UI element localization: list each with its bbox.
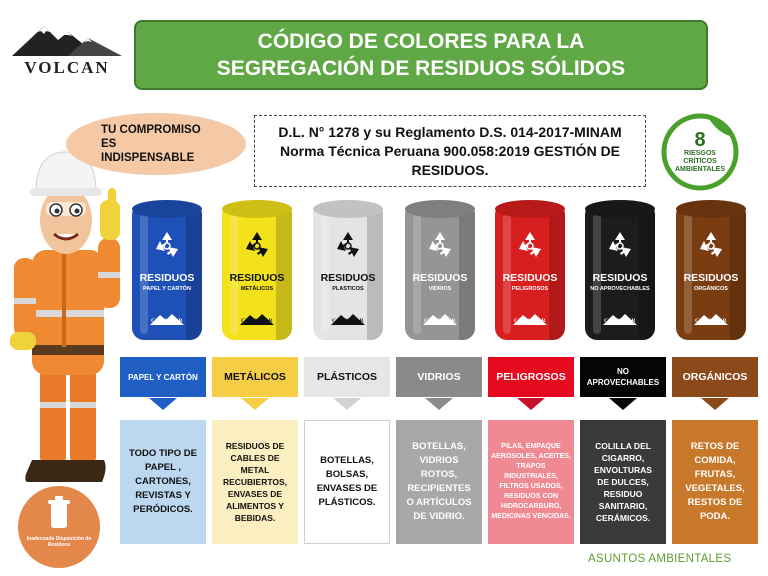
- waste-bin: [495, 200, 565, 345]
- description-text: RETOS DE COMIDA, FRUTAS, VEGETALES, RESTOS DE PODA.: [685, 441, 745, 522]
- description-text: COLILLA DEL CIGARRO, ENVOLTURAS DE DULCES, RESIDUO SANITARIO, CERÁMICOS.: [594, 441, 652, 523]
- down-arrow-icon: [701, 398, 729, 410]
- decree-text: D.L. N° 1278 y su Reglamento D.S. 014-2017-MINAM Norma Técnica Peruana 900.058:2019 GESTIÓN DE RESIDUOS.: [278, 123, 622, 178]
- bin-title: RESIDUOS: [683, 272, 739, 284]
- waste-bin: [132, 200, 202, 345]
- description-text: BOTELLAS, VIDRIOS ROTOS, RECIPIENTES O ARTÍCULOS DE VIDRIO.: [406, 441, 472, 522]
- bin-title: RESIDUOS: [139, 272, 195, 284]
- category-header: [672, 357, 758, 397]
- title-banner: [134, 20, 708, 90]
- bin-title: RESIDUOS: [320, 272, 376, 284]
- waste-bin: [222, 200, 292, 345]
- description-text: PILAS, EMPAQUE AEROSOLES, ACEITES, TRAPOS INDUSTRIALES, FILTROS USADOS, RESIDUOS CON HIDROCARBURO, MEDICINAS VENCIDAS.: [491, 443, 571, 520]
- category-header: [488, 357, 574, 397]
- recycle-icon: [334, 230, 362, 258]
- decree-box: [254, 115, 646, 187]
- bin-title: RESIDUOS: [592, 272, 648, 284]
- logo-text: VOLCAN: [24, 58, 110, 77]
- bin-brand: CHUNGAR: [424, 318, 456, 324]
- footer-text: ASUNTOS AMBIENTALES: [588, 553, 732, 565]
- category-description: [212, 420, 298, 544]
- bin-brand: CHUNGAR: [332, 318, 364, 324]
- waste-bin: [313, 200, 383, 345]
- bin-title: RESIDUOS: [412, 272, 468, 284]
- category-header: [304, 357, 390, 397]
- category-description: [120, 420, 206, 544]
- speech-bubble: [66, 113, 246, 175]
- category-header: [212, 357, 298, 397]
- category-label: METÁLICOS: [224, 371, 286, 383]
- down-arrow-icon: [149, 398, 177, 410]
- bin-subtitle: PAPEL Y CARTÓN: [143, 286, 191, 292]
- bin-brand: CHUNGAR: [604, 318, 636, 324]
- category-description: [304, 420, 390, 544]
- mountain-logo-icon: [8, 20, 126, 60]
- description-text: TODO TIPO DE PAPEL , CARTONES, REVISTAS Y PERÓDICOS.: [129, 448, 197, 515]
- down-arrow-icon: [425, 398, 453, 410]
- category-description: [488, 420, 574, 544]
- category-label: PLÁSTICOS: [316, 371, 378, 383]
- bin-subtitle: PLASTICOS: [332, 286, 364, 292]
- bin-brand: CHUNGAR: [514, 318, 546, 324]
- risk-badge: [660, 112, 740, 192]
- category-label: PAPEL Y CARTÓN: [128, 372, 198, 382]
- bin-subtitle: METÁLICOS: [240, 286, 274, 292]
- recycle-icon: [243, 230, 271, 258]
- risk-label: RIESGOS CRÍTICOS AMBIENTALES: [674, 150, 726, 173]
- waste-bin-icon: [18, 486, 100, 568]
- risk-number: 8: [694, 129, 706, 151]
- category-description: [396, 420, 482, 544]
- bin-brand: CHUNGAR: [695, 318, 727, 324]
- bin-title: RESIDUOS: [229, 272, 285, 284]
- bin-subtitle: VIDRIOS: [428, 286, 452, 292]
- bin-subtitle: ORGÁNICOS: [694, 286, 728, 292]
- category-header: [580, 357, 666, 397]
- recycle-icon: [516, 230, 544, 258]
- disposal-badge-text: Inadecuada Disposición de Residuos: [26, 536, 92, 548]
- down-arrow-icon: [517, 398, 545, 410]
- bin-subtitle: PELIGROSOS: [511, 286, 549, 292]
- category-header: [120, 357, 206, 397]
- page-title: CÓDIGO DE COLORES PARA LA SEGREGACIÓN DE RESIDUOS SÓLIDOS: [216, 30, 626, 80]
- down-arrow-icon: [333, 398, 361, 410]
- waste-bin: [676, 200, 746, 345]
- waste-bin: [405, 200, 475, 345]
- waste-bin: [585, 200, 655, 345]
- category-header: [396, 357, 482, 397]
- recycle-icon: [606, 230, 634, 258]
- disposal-badge: [18, 486, 100, 568]
- category-description: [672, 420, 758, 544]
- recycle-icon: [426, 230, 454, 258]
- bubble-text: TU COMPROMISO ES INDISPENSABLE: [101, 124, 201, 164]
- volcan-logo: [8, 20, 126, 76]
- category-label: ORGÁNICOS: [682, 371, 748, 383]
- category-label: NO APROVECHABLES: [586, 367, 660, 387]
- down-arrow-icon: [609, 398, 637, 410]
- recycle-icon: [697, 230, 725, 258]
- bin-title: RESIDUOS: [502, 272, 558, 284]
- description-text: RESIDUOS DE CABLES DE METAL RECUBIERTOS, ENVASES DE ALIMENTOS Y BEBIDAS.: [222, 441, 288, 523]
- worker-mascot-icon: [2, 140, 132, 495]
- bin-brand: CHUNGAR: [151, 318, 183, 324]
- recycle-icon: [153, 230, 181, 258]
- bin-subtitle: NO APROVECHABLES: [590, 286, 650, 292]
- description-text: BOTELLAS, BOLSAS, ENVASES DE PLÁSTICOS.: [316, 455, 378, 508]
- category-label: PELIGROSOS: [496, 371, 566, 383]
- bin-brand: CHUNGAR: [241, 318, 273, 324]
- down-arrow-icon: [241, 398, 269, 410]
- category-label: VIDRIOS: [417, 371, 461, 383]
- category-description: [580, 420, 666, 544]
